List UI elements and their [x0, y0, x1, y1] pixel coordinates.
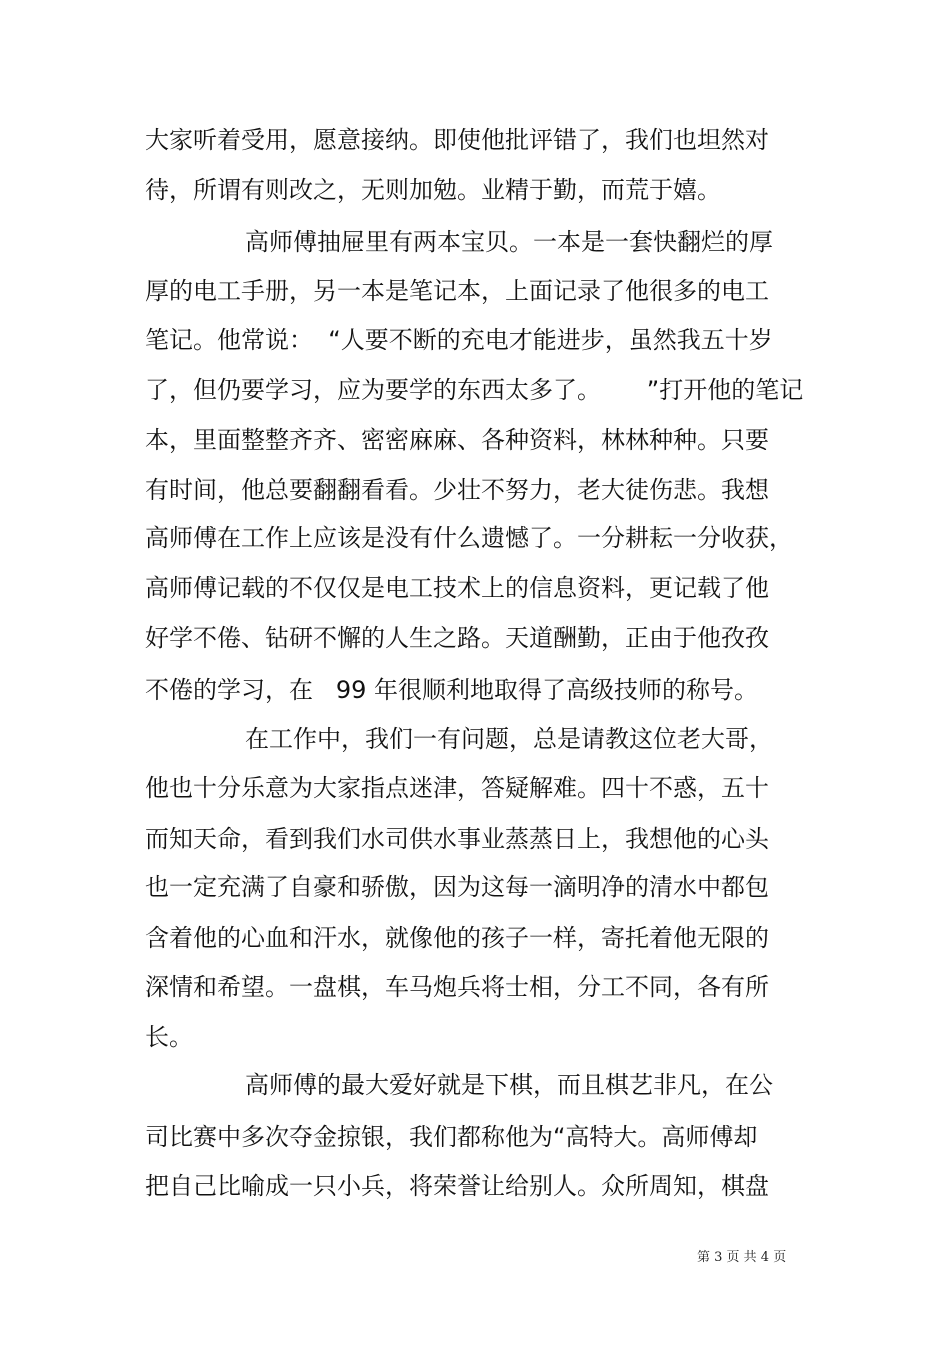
text-line: 好学不倦、钻研不懈的人生之路。天道酬勤，正由于他孜孜 — [145, 624, 769, 652]
text-line: 大家听着受用，愿意接纳。即使他批评错了，我们也坦然对 — [145, 126, 769, 154]
paragraph-start-line: 高师傅抽屉里有两本宝贝。一本是一套快翻烂的厚 — [245, 228, 773, 256]
text-line: 他也十分乐意为大家指点迷津，答疑解难。四十不惑，五十 — [145, 774, 769, 802]
text-line: 笔记。他常说： “人要不断的充电才能进步，虽然我五十岁 — [145, 326, 773, 354]
text-line: 了，但仍要学习，应为要学的东西太多了。 ”打开他的笔记 — [145, 376, 804, 404]
text-line: 有时间，他总要翻翻看看。少壮不努力，老大徒伤悲。我想 — [145, 476, 769, 504]
text-line: 含着他的心血和汗水，就像他的孩子一样，寄托着他无限的 — [145, 924, 769, 952]
text-line: 也一定充满了自豪和骄傲，因为这每一滴明净的清水中都包 — [145, 873, 769, 901]
text-line: 厚的电工手册，另一本是笔记本，上面记录了他很多的电工 — [145, 277, 769, 305]
text-line: 长。 — [145, 1023, 193, 1051]
text-line: 待，所谓有则改之，无则加勉。业精于勤，而荒于嬉。 — [145, 176, 721, 204]
paragraph-start-line: 高师傅的最大爱好就是下棋，而且棋艺非凡，在公 — [245, 1071, 773, 1099]
text-line: 高师傅在工作上应该是没有什么遗憾了。一分耕耘一分收获， — [145, 524, 793, 552]
text-line: 把自己比喻成一只小兵，将荣誉让给别人。众所周知，棋盘 — [145, 1172, 769, 1200]
text-line: 不倦的学习，在 99 年很顺利地取得了高级技师的称号。 — [145, 676, 759, 704]
text-line: 深情和希望。一盘棋，车马炮兵将士相，分工不同，各有所 — [145, 973, 769, 1001]
text-line: 司比赛中多次夺金掠银，我们都称他为“高特大。高师傅却 — [145, 1123, 758, 1151]
text-line: 而知天命，看到我们水司供水事业蒸蒸日上，我想他的心头 — [145, 825, 769, 853]
page-number-footer: 第 3 页 共 4 页 — [697, 1250, 787, 1265]
paragraph-start-line: 在工作中，我们一有问题，总是请教这位老大哥， — [245, 725, 773, 753]
text-line: 高师傅记载的不仅仅是电工技术上的信息资料，更记载了他 — [145, 574, 769, 602]
text-line: 本，里面整整齐齐、密密麻麻、各种资料，林林种种。只要 — [145, 426, 769, 454]
